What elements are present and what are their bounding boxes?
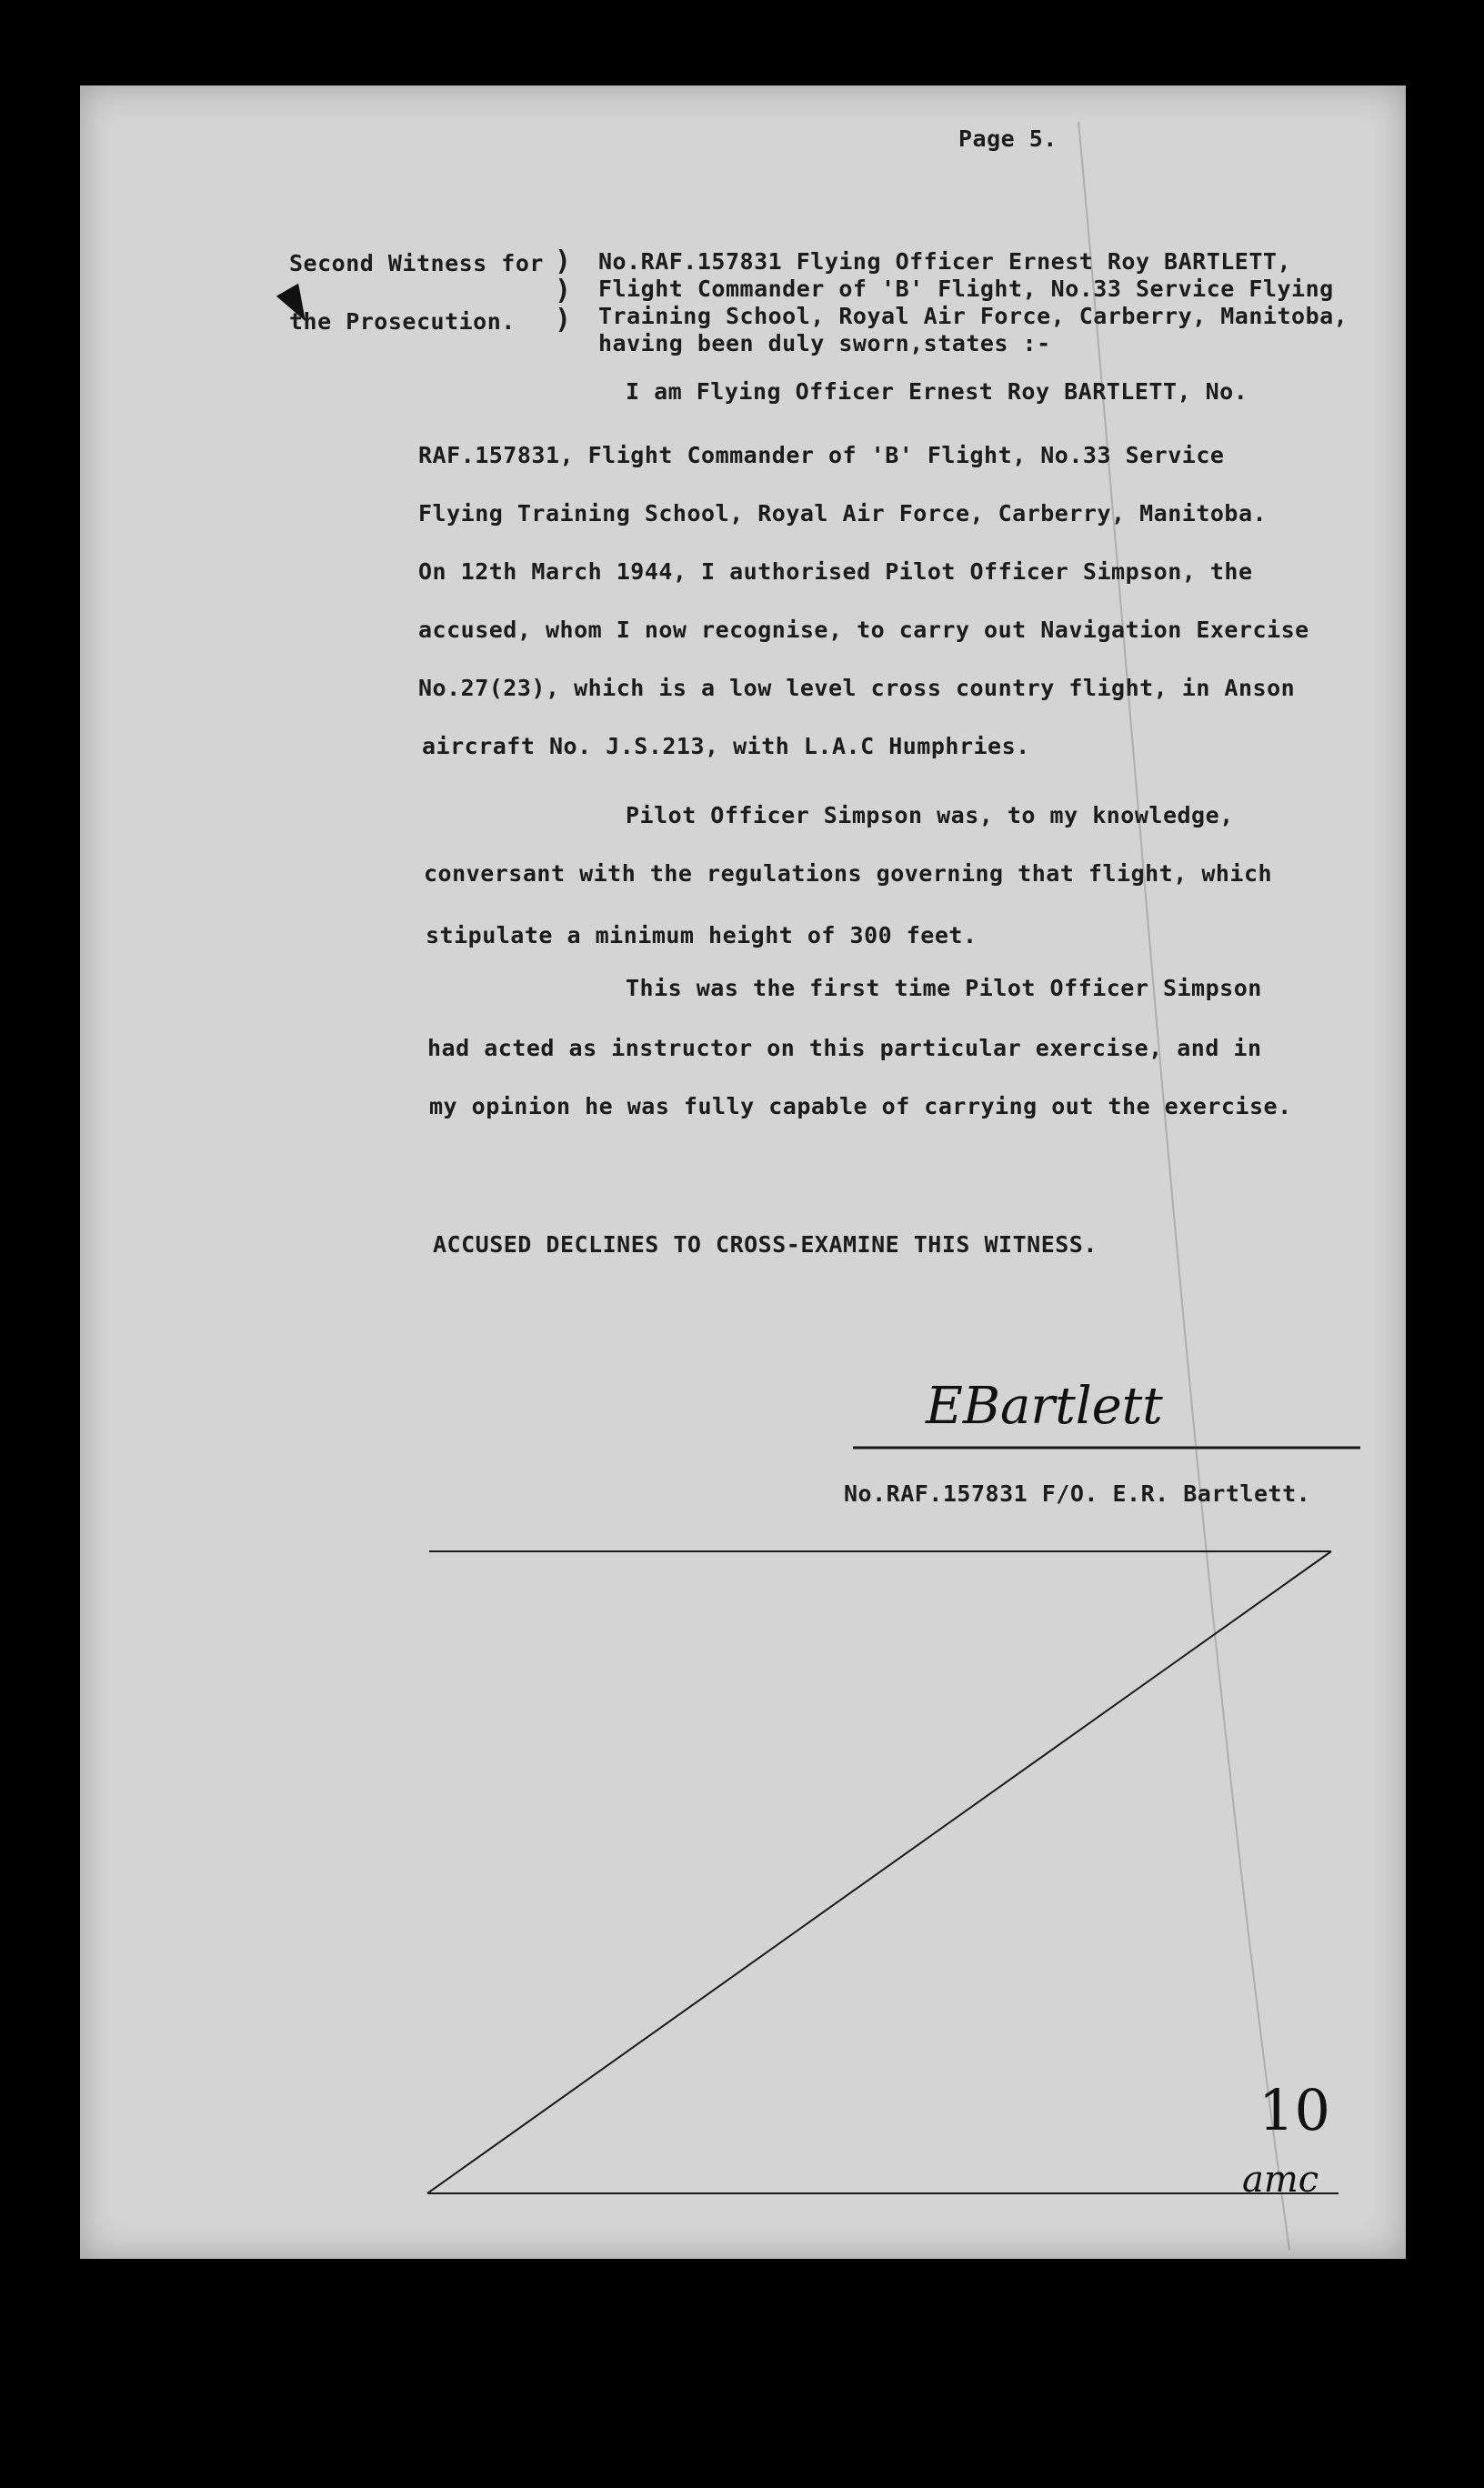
paragraph2-line-2: conversant with the regulations governing that flight, which [424, 860, 1273, 887]
folio-number: 10 [1258, 2077, 1330, 2143]
brace-2: ) [555, 275, 572, 306]
folio-initials: amc [1242, 2159, 1319, 2201]
paragraph1-line-5: accused, whom I now recognise, to carry out Navigation Exercise [418, 617, 1309, 643]
brace-3: ) [555, 304, 572, 336]
paragraph2-line-1: Pilot Officer Simpson was, to my knowledge, [626, 802, 1234, 828]
typed-signature: No.RAF.157831 F/O. E.R. Bartlett. [844, 1480, 1311, 1507]
paragraph1-line-7: aircraft No. J.S.213, with L.A.C Humphries. [422, 733, 1030, 759]
diagonal-cancel-slash [427, 1551, 1331, 2193]
document-page [80, 85, 1406, 2259]
witness-identity-line-3: Training School, Royal Air Force, Carberry, Manitoba, [598, 303, 1349, 329]
page-rules [80, 85, 1406, 2259]
brace-1: ) [555, 246, 572, 277]
closing-statement: ACCUSED DECLINES TO CROSS-EXAMINE THIS WITNESS. [433, 1231, 1098, 1258]
paper-crease [1078, 122, 1289, 2250]
witness-identity-line-4: having been duly sworn,states :- [598, 330, 1051, 356]
witness-label-line-1: Second Witness for [289, 250, 544, 276]
paragraph1-line-1: I am Flying Officer Ernest Roy BARTLETT, No. [626, 378, 1248, 405]
paragraph1-line-3: Flying Training School, Royal Air Force, Carberry, Manitoba. [418, 500, 1268, 527]
paragraph3-line-3: my opinion he was fully capable of carrying out the exercise. [429, 1093, 1292, 1119]
paragraph1-line-2: RAF.157831, Flight Commander of 'B' Flight, No.33 Service [418, 442, 1225, 468]
paragraph3-line-1: This was the first time Pilot Officer Simpson [626, 975, 1262, 1001]
paragraph1-line-4: On 12th March 1944, I authorised Pilot Officer Simpson, the [418, 558, 1253, 585]
paragraph3-line-2: had acted as instructor on this particular exercise, and in [427, 1035, 1262, 1061]
paragraph1-line-6: No.27(23), which is a low level cross country flight, in Anson [418, 675, 1296, 701]
witness-label-line-2: the Prosecution. [289, 308, 516, 335]
page-number: Page 5. [958, 125, 1058, 152]
witness-identity-line-2: Flight Commander of 'B' Flight, No.33 Service Flying [598, 276, 1334, 302]
handwritten-signature: EBartlett [926, 1377, 1163, 1436]
witness-identity-line-1: No.RAF.157831 Flying Officer Ernest Roy BARTLETT, [598, 248, 1292, 275]
paragraph2-line-3: stipulate a minimum height of 300 feet. [426, 922, 978, 948]
